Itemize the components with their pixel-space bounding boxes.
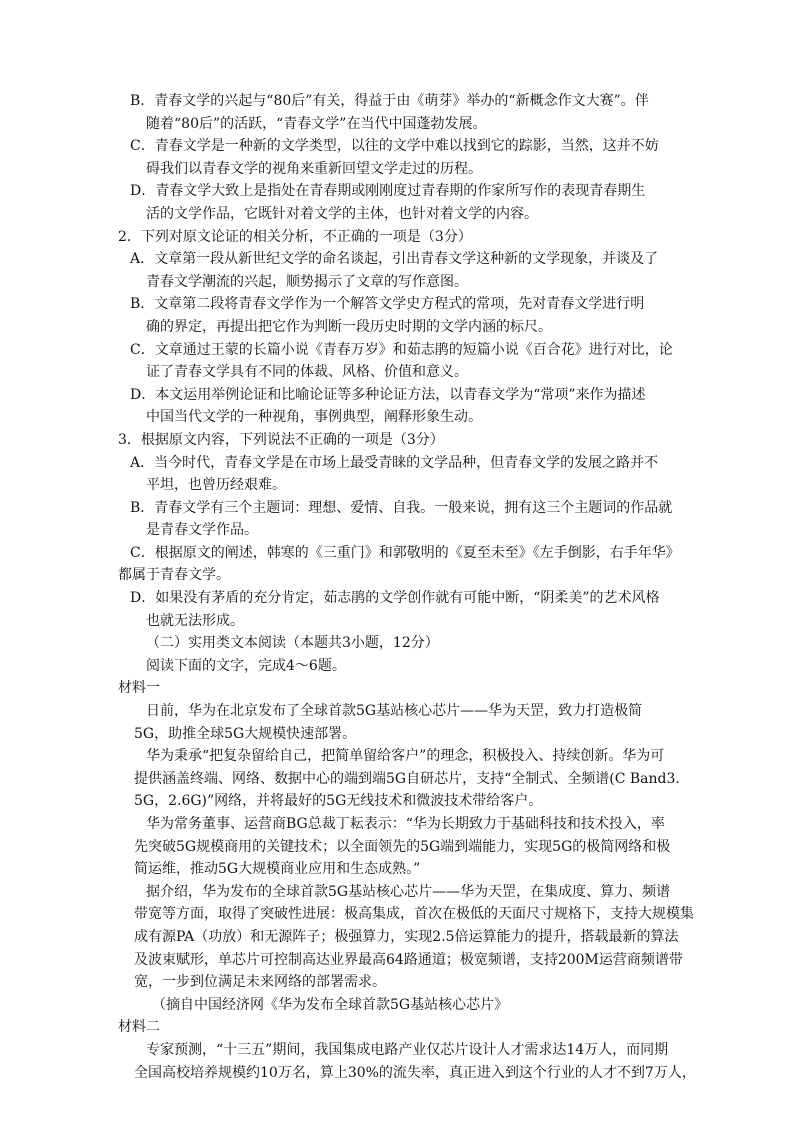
option-d-line-1: D．青春文学大致上是指处在青春期或刚刚度过青春期的作家所写作的表现青春期生 <box>130 183 646 200</box>
m1-paragraph-2-line-3: 5G，2.6G)”网络，并将最好的5G无线技术和微波技术带给客户。 <box>134 793 543 810</box>
m1-paragraph-1-line-1: 日前，华为在北京发布了全球首款5G基站核心芯片——华为天罡，致力打造极简 <box>146 703 643 720</box>
q3-option-a-line-1: A．当今时代，青春文学是在市场上最受青睐的文学品种，但青春文学的发展之路并不 <box>130 454 659 471</box>
q3-option-b-line-1: B．青春文学有三个主题词：理想、爱情、自我。一般来说，拥有这三个主题词的作品就 <box>130 499 673 516</box>
option-b-line-2: 随着“80后”的活跃，“青春文学”在当代中国蓬勃发展。 <box>146 115 487 132</box>
m1-paragraph-1-line-2: 5G，助推全球5G大规模快速部署。 <box>134 725 357 742</box>
m1-paragraph-4-line-5: 宽，一步到位满足未来网络的部署需求。 <box>134 974 386 991</box>
q2-option-c-line-1: C．文章通过王蒙的长篇小说《青春万岁》和茹志鹃的短篇小说《百合花》进行对比，论 <box>130 341 673 358</box>
material-two-label: 材料二 <box>118 1019 160 1036</box>
q2-option-a-line-1: A．文章第一段从新世纪文学的命名谈起，引出青春文学这种新的文学现象，并谈及了 <box>130 251 659 268</box>
m1-paragraph-4-line-2: 带宽等方面，取得了突破性进展：极高集成，首次在极低的天面尺寸规格下，支持大规模集 <box>134 906 694 923</box>
question-2: 2．下列对原文论证的相关分析，不正确的一项是（3分） <box>118 228 472 245</box>
m1-paragraph-4-line-3: 成有源PA（功放）和无源阵子；极强算力，实现2.5倍运算能力的提升，搭载最新的算法 <box>134 928 679 945</box>
q2-option-b-line-2: 确的界定，再提出把它作为判断一段历史时期的文学内涵的标尺。 <box>146 318 552 335</box>
q3-option-d-line-1: D．如果没有茅盾的充分肯定，茹志鹃的文学创作就有可能中断，“阴柔美”的艺术风格 <box>130 590 660 607</box>
q3-option-a-line-2: 平坦，也曾历经艰难。 <box>146 477 286 494</box>
m1-paragraph-3-line-1: 华为常务董事、运营商BG总裁丁耘表示：“华为长期致力于基础科技和技术投入，率 <box>146 816 665 832</box>
m1-paragraph-2-line-1: 华为秉承“把复杂留给自己，把简单留给客户”的理念，积极投入、持续创新。华为可 <box>146 748 665 765</box>
material-one-label: 材料一 <box>118 680 160 697</box>
option-c-line-1: C．青春文学是一种新的文学类型，以往的文学中难以找到它的踪影，当然，这并不妨 <box>130 138 659 155</box>
q3-option-d-line-2: 也就无法形成。 <box>146 612 244 629</box>
q3-option-c-line-1: C．根据原文的阐述，韩寒的《三重门》和郭敬明的《夏至未至》《左手倒影，右手年华》 <box>130 544 680 561</box>
q2-option-d-line-1: D．本文运用举例论证和比喻论证等多种论证方法，以青春文学为“常项”来作为描述 <box>130 386 646 403</box>
m1-source-citation: （摘自中国经济网《华为发布全球首款5G基站核心芯片》 <box>152 996 509 1013</box>
option-b-line-1: B．青春文学的兴起与“80后”有关，得益于由《萌芽》举办的“新概念作文大赛”。伴 <box>130 93 649 109</box>
reading-instruction: 阅读下面的文字，完成4～6题。 <box>146 657 346 674</box>
m1-paragraph-4-line-1: 据介绍，华为发布的全球首款5G基站核心芯片——华为天罡，在集成度、算力、频谱 <box>146 883 671 900</box>
q2-option-a-line-2: 青春文学潮流的兴起，顺势揭示了文章的写作意图。 <box>146 273 468 290</box>
question-3: 3．根据原文内容，下列说法不正确的一项是（3分） <box>118 431 444 448</box>
q2-option-b-line-1: B．文章第二段将青春文学作为一个解答文学史方程式的常项，先对青春文学进行明 <box>130 296 645 313</box>
section-heading: （二）实用类文本阅读（本题共3小题，12分） <box>146 635 439 652</box>
m1-paragraph-2-line-2: 提供涵盖终端、网络、数据中心的端到端5G自研芯片，支持“全制式、全频谱(C Band3. <box>134 770 680 787</box>
q3-option-b-line-2: 是青春文学作品。 <box>146 522 258 539</box>
m2-paragraph-1-line-2: 全国高校培养规模约10万名，算上30%的流失率，真正进入到这个行业的人才不到7万人， <box>134 1064 696 1081</box>
q2-option-c-line-2: 证了青春文学具有不同的体裁、风格、价值和意义。 <box>146 364 468 381</box>
q2-option-d-line-2: 中国当代文学的一种视角，事例典型，阐释形象生动。 <box>146 409 482 426</box>
q3-option-c-line-2: 都属于青春文学。 <box>118 567 230 584</box>
m1-paragraph-3-line-2: 先突破5G规模商用的关键技术；以全面领先的5G端到端能力，实现5G的极简网络和极 <box>134 838 671 855</box>
m1-paragraph-3-line-3: 简运维，推动5G大规模商业应用和生态成熟。” <box>134 861 421 878</box>
m2-paragraph-1-line-1: 专家预测，“十三五”期间，我国集成电路产业仅芯片设计人才需求达14万人，而同期 <box>146 1041 669 1058</box>
option-c-line-2: 碍我们以青春文学的视角来重新回望文学走过的历程。 <box>146 160 482 177</box>
m1-paragraph-4-line-4: 及波束赋形，单芯片可控制高达业界最高64路通道；极宽频谱，支持200M运营商频谱带 <box>134 951 683 968</box>
option-d-line-2: 活的文学作品，它既针对着文学的主体，也针对着文学的内容。 <box>146 205 538 222</box>
document-page <box>118 90 696 1084</box>
